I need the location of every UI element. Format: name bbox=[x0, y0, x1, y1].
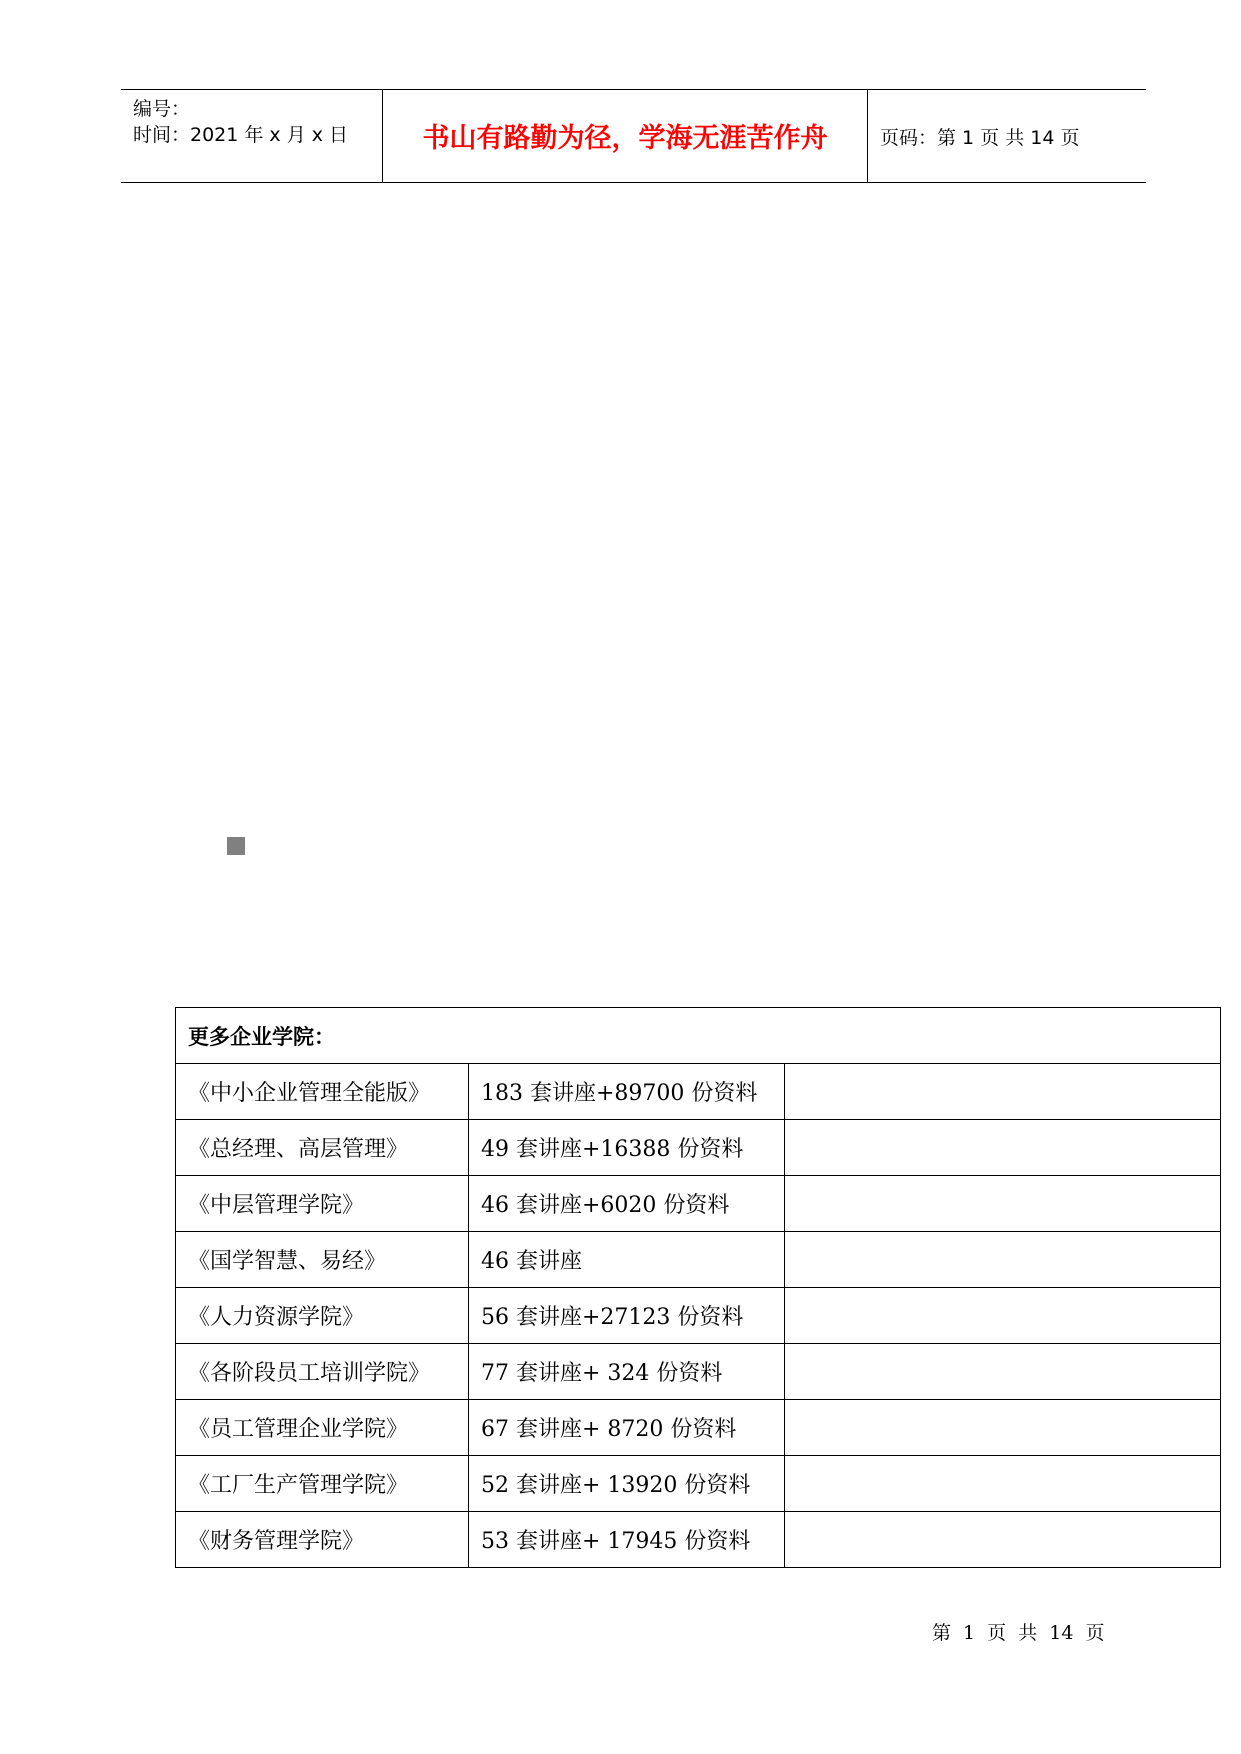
course-extra bbox=[785, 1344, 1221, 1400]
course-content: 46 套讲座+6020 份资料 bbox=[469, 1176, 785, 1232]
course-content: 56 套讲座+27123 份资料 bbox=[469, 1288, 785, 1344]
document-time-label: 时间：2021 年 x 月 x 日 bbox=[133, 124, 349, 146]
header-motto-cell bbox=[383, 90, 868, 182]
course-name: 《中小企业管理全能版》 bbox=[176, 1064, 469, 1120]
header-meta-cell bbox=[121, 90, 383, 182]
course-extra bbox=[785, 1456, 1221, 1512]
course-content: 53 套讲座+ 17945 份资料 bbox=[469, 1512, 785, 1568]
table-title-row bbox=[176, 1008, 1221, 1064]
header-motto: 书山有路勤为径，学海无涯苦作舟 bbox=[422, 123, 828, 154]
table-row bbox=[176, 1456, 1221, 1512]
document-number-label: 编号： bbox=[133, 98, 191, 120]
page-header bbox=[121, 89, 1146, 183]
table-row bbox=[176, 1120, 1221, 1176]
course-extra bbox=[785, 1120, 1221, 1176]
course-content: 49 套讲座+16388 份资料 bbox=[469, 1120, 785, 1176]
course-name: 《员工管理企业学院》 bbox=[176, 1400, 469, 1456]
table-row bbox=[176, 1176, 1221, 1232]
course-content: 52 套讲座+ 13920 份资料 bbox=[469, 1456, 785, 1512]
academy-table bbox=[175, 1007, 1221, 1568]
course-name: 《各阶段员工培训学院》 bbox=[176, 1344, 469, 1400]
course-name: 《工厂生产管理学院》 bbox=[176, 1456, 469, 1512]
table-row bbox=[176, 1064, 1221, 1120]
header-page-info: 页码：第 1 页 共 14 页 bbox=[880, 127, 1080, 149]
course-extra bbox=[785, 1512, 1221, 1568]
course-extra bbox=[785, 1232, 1221, 1288]
table-row bbox=[176, 1288, 1221, 1344]
header-page-cell bbox=[868, 90, 1146, 182]
table-row bbox=[176, 1232, 1221, 1288]
course-extra bbox=[785, 1064, 1221, 1120]
course-name: 《中层管理学院》 bbox=[176, 1176, 469, 1232]
course-content: 67 套讲座+ 8720 份资料 bbox=[469, 1400, 785, 1456]
table-title: 更多企业学院： bbox=[176, 1008, 1221, 1064]
table-row bbox=[176, 1512, 1221, 1568]
course-extra bbox=[785, 1288, 1221, 1344]
course-name: 《财务管理学院》 bbox=[176, 1512, 469, 1568]
course-name: 《总经理、高层管理》 bbox=[176, 1120, 469, 1176]
course-name: 《人力资源学院》 bbox=[176, 1288, 469, 1344]
course-content: 77 套讲座+ 324 份资料 bbox=[469, 1344, 785, 1400]
course-extra bbox=[785, 1176, 1221, 1232]
course-extra bbox=[785, 1400, 1221, 1456]
table-row bbox=[176, 1400, 1221, 1456]
course-content: 183 套讲座+89700 份资料 bbox=[469, 1064, 785, 1120]
table-row bbox=[176, 1344, 1221, 1400]
course-name: 《国学智慧、易经》 bbox=[176, 1232, 469, 1288]
page-footer: 第 1 页 共 14 页 bbox=[932, 1622, 1105, 1644]
course-content: 46 套讲座 bbox=[469, 1232, 785, 1288]
image-placeholder-icon bbox=[227, 837, 245, 855]
